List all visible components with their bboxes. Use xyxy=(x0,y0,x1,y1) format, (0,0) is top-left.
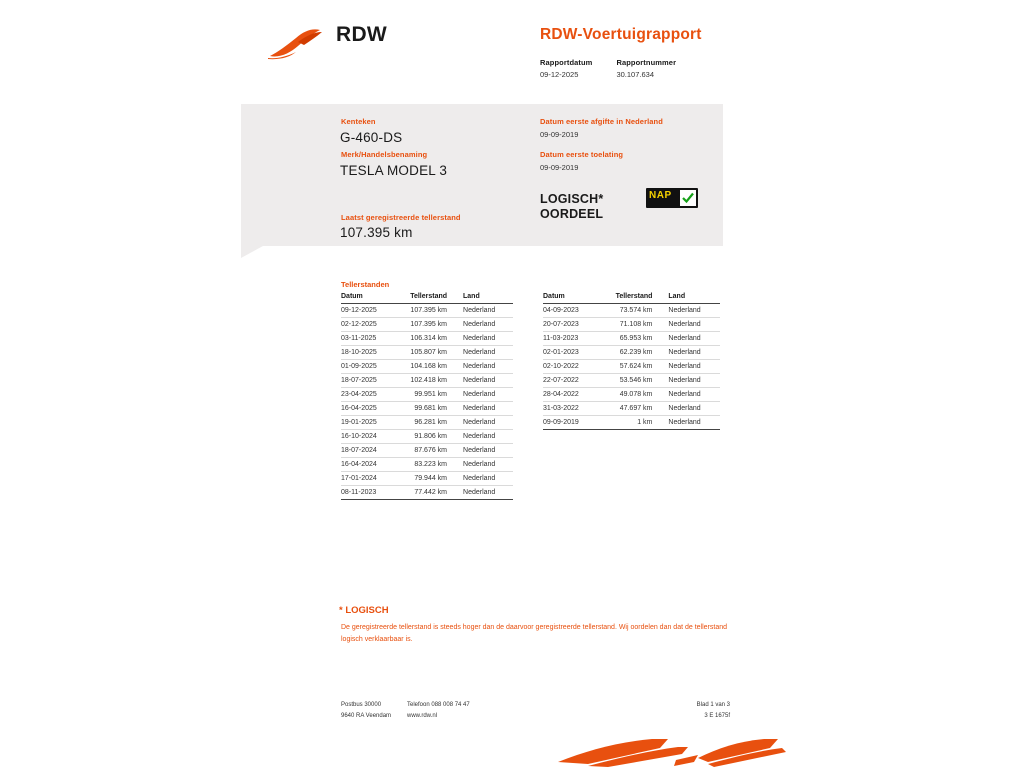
cell-datum: 18-07-2024 xyxy=(341,444,394,458)
table-row xyxy=(341,472,513,486)
cell-datum: 01-09-2025 xyxy=(341,360,394,374)
cell-tellerstand: 49.078 km xyxy=(597,388,662,402)
table-row xyxy=(341,416,513,430)
cell-datum: 03-11-2025 xyxy=(341,332,394,346)
cell-land: Nederland xyxy=(457,346,513,360)
afgifte-value: 09-09-2019 xyxy=(540,130,579,139)
table-row xyxy=(341,430,513,444)
cell-datum: 16-10-2024 xyxy=(341,430,394,444)
cell-land: Nederland xyxy=(457,458,513,472)
cell-tellerstand: 53.546 km xyxy=(597,374,662,388)
cell-datum: 28-04-2022 xyxy=(543,388,597,402)
report-title: RDW-Voertuigrapport xyxy=(540,26,702,43)
cell-tellerstand: 65.953 km xyxy=(597,332,662,346)
cell-land: Nederland xyxy=(662,374,720,388)
cell-datum: 02-10-2022 xyxy=(543,360,597,374)
table-row xyxy=(341,318,513,332)
cell-tellerstand: 107.395 km xyxy=(394,304,457,318)
cell-land: Nederland xyxy=(457,444,513,458)
page-info: Blad 1 van 3 xyxy=(696,702,730,708)
odometer-table-right xyxy=(543,292,720,430)
odometer-table-left xyxy=(341,292,513,500)
table-row xyxy=(543,332,720,346)
cell-datum: 09-09-2019 xyxy=(543,416,597,430)
cell-land: Nederland xyxy=(457,472,513,486)
footer-right xyxy=(620,702,730,724)
cell-tellerstand: 99.951 km xyxy=(394,388,457,402)
cell-land: Nederland xyxy=(457,402,513,416)
table-row xyxy=(341,360,513,374)
cell-land: Nederland xyxy=(662,402,720,416)
verdict-line-1: LOGISCH* xyxy=(540,192,604,206)
cell-tellerstand: 62.239 km xyxy=(597,346,662,360)
tellerstand-value: 107.395 km xyxy=(340,225,413,240)
cell-datum: 18-10-2025 xyxy=(341,346,394,360)
table-row xyxy=(341,374,513,388)
rdw-flag-icon xyxy=(268,28,330,60)
brand-title: RDW xyxy=(336,23,388,46)
cell-land: Nederland xyxy=(457,486,513,500)
table-row xyxy=(341,332,513,346)
note-title: * LOGISCH xyxy=(339,605,389,616)
cell-datum: 04-09-2023 xyxy=(543,304,597,318)
cell-land: Nederland xyxy=(662,332,720,346)
cell-datum: 17-01-2024 xyxy=(341,472,394,486)
cell-datum: 23-04-2025 xyxy=(341,388,394,402)
afgifte-label: Datum eerste afgifte in Nederland xyxy=(540,117,663,126)
table-row xyxy=(341,458,513,472)
table-row xyxy=(341,388,513,402)
toelating-value: 09-09-2019 xyxy=(540,163,579,172)
table-row xyxy=(543,402,720,416)
cell-land: Nederland xyxy=(457,416,513,430)
cell-datum: 02-12-2025 xyxy=(341,318,394,332)
toelating-label: Datum eerste toelating xyxy=(540,150,624,159)
doc-code: 3 E 1675f xyxy=(704,713,730,719)
table-row xyxy=(543,304,720,318)
cell-tellerstand: 71.108 km xyxy=(597,318,662,332)
table-row xyxy=(341,304,513,318)
rdw-footer-graphic-icon xyxy=(548,736,788,768)
cell-tellerstand: 104.168 km xyxy=(394,360,457,374)
meta-rapportnummer xyxy=(616,58,676,79)
col-datum: Datum xyxy=(543,292,597,304)
verdict-line-2: OORDEEL xyxy=(540,207,604,221)
table-row xyxy=(543,416,720,430)
cell-tellerstand: 106.314 km xyxy=(394,332,457,346)
col-land: Land xyxy=(662,292,720,304)
cell-land: Nederland xyxy=(662,416,720,430)
footer-address-line2: 9640 RA Veendam xyxy=(341,713,392,719)
table-row xyxy=(341,486,513,500)
cell-tellerstand: 91.806 km xyxy=(394,430,457,444)
panel-notch xyxy=(241,246,263,258)
check-mark-icon xyxy=(680,190,696,206)
cell-tellerstand: 99.681 km xyxy=(394,402,457,416)
nap-badge-label: NAP xyxy=(649,190,672,201)
cell-datum: 20-07-2023 xyxy=(543,318,597,332)
cell-tellerstand: 87.676 km xyxy=(394,444,457,458)
col-land: Land xyxy=(457,292,513,304)
cell-land: Nederland xyxy=(457,332,513,346)
table-row xyxy=(341,402,513,416)
meta-value: 09-12-2025 xyxy=(540,70,579,79)
cell-tellerstand: 83.223 km xyxy=(394,458,457,472)
cell-tellerstand: 47.697 km xyxy=(597,402,662,416)
cell-land: Nederland xyxy=(457,318,513,332)
cell-land: Nederland xyxy=(457,304,513,318)
kenteken-label: Kenteken xyxy=(341,117,376,126)
cell-tellerstand: 105.807 km xyxy=(394,346,457,360)
cell-land: Nederland xyxy=(457,388,513,402)
cell-datum: 02-01-2023 xyxy=(543,346,597,360)
cell-land: Nederland xyxy=(662,346,720,360)
cell-datum: 16-04-2024 xyxy=(341,458,394,472)
cell-datum: 08-11-2023 xyxy=(341,486,394,500)
cell-land: Nederland xyxy=(662,318,720,332)
cell-datum: 19-01-2025 xyxy=(341,416,394,430)
cell-land: Nederland xyxy=(457,430,513,444)
cell-tellerstand: 1 km xyxy=(597,416,662,430)
cell-tellerstand: 107.395 km xyxy=(394,318,457,332)
cell-datum: 31-03-2022 xyxy=(543,402,597,416)
table-row xyxy=(543,346,720,360)
meta-label: Rapportnummer xyxy=(616,58,677,67)
footer-website[interactable]: www.rdw.nl xyxy=(407,713,438,719)
cell-tellerstand: 96.281 km xyxy=(394,416,457,430)
table-row xyxy=(341,346,513,360)
cell-tellerstand: 77.442 km xyxy=(394,486,457,500)
merk-label: Merk/Handelsbenaming xyxy=(341,150,428,159)
table-header-row xyxy=(543,292,720,304)
cell-tellerstand: 79.944 km xyxy=(394,472,457,486)
cell-tellerstand: 102.418 km xyxy=(394,374,457,388)
cell-datum: 22-07-2022 xyxy=(543,374,597,388)
table-row xyxy=(543,388,720,402)
table-row xyxy=(341,444,513,458)
col-tellerstand: Tellerstand xyxy=(597,292,662,304)
cell-tellerstand: 73.574 km xyxy=(597,304,662,318)
cell-datum: 11-03-2023 xyxy=(543,332,597,346)
table-row xyxy=(543,318,720,332)
cell-datum: 09-12-2025 xyxy=(341,304,394,318)
table-header-row xyxy=(341,292,513,304)
tellerstanden-title: Tellerstanden xyxy=(341,280,390,289)
col-tellerstand: Tellerstand xyxy=(394,292,457,304)
cell-land: Nederland xyxy=(662,388,720,402)
kenteken-value: G-460-DS xyxy=(340,130,403,145)
cell-land: Nederland xyxy=(457,360,513,374)
merk-value: TESLA MODEL 3 xyxy=(340,163,448,178)
nap-badge xyxy=(646,188,698,208)
cell-datum: 16-04-2025 xyxy=(341,402,394,416)
cell-tellerstand: 57.624 km xyxy=(597,360,662,374)
cell-land: Nederland xyxy=(457,374,513,388)
table-row xyxy=(543,374,720,388)
meta-value: 30.107.634 xyxy=(616,70,654,79)
meta-rapportdatum xyxy=(540,58,592,79)
cell-land: Nederland xyxy=(662,360,720,374)
footer-address-line1: Postbus 30000 xyxy=(341,702,382,708)
note-body: De geregistreerde tellerstand is steeds hoger dan de daarvoor geregistreerde tellerstand. Wij oordelen dan dat de tellerstand logisch verklaarbaar is. xyxy=(341,624,728,643)
cell-land: Nederland xyxy=(662,304,720,318)
tellerstand-label: Laatst geregistreerde tellerstand xyxy=(341,213,461,222)
col-datum: Datum xyxy=(341,292,394,304)
report-meta xyxy=(540,58,676,79)
cell-datum: 18-07-2025 xyxy=(341,374,394,388)
verdict-text xyxy=(540,192,603,222)
footer-contact-line1: Telefoon 088 008 74 47 xyxy=(407,702,470,708)
meta-label: Rapportdatum xyxy=(540,58,593,67)
nap-check-icon xyxy=(680,190,696,206)
table-row xyxy=(543,360,720,374)
